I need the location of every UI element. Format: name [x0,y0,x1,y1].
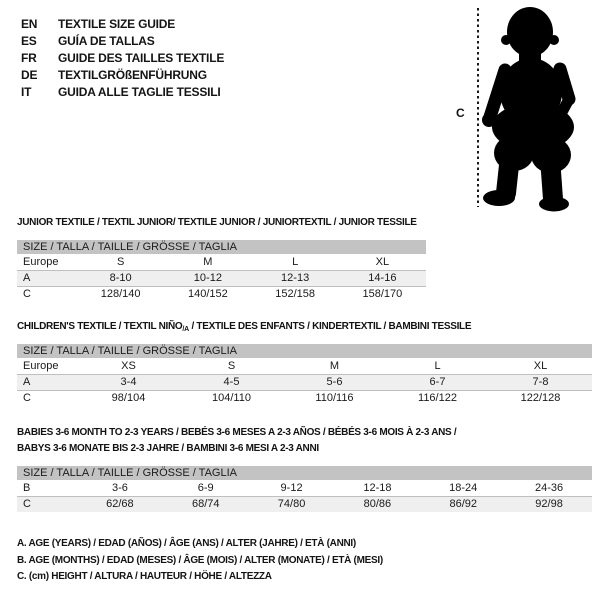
size-cell: XS [121,360,136,372]
babies-heading-line1: BABIES 3-6 MONTH TO 2-3 YEARS / BEBÉS 3-6 MESES A 2-3 AÑOS / BÉBÉS 3-6 MOIS À 2-3 ANS / [17,427,457,438]
note-height-cm: C. (cm) HEIGHT / ALTURA / HAUTEUR / HÖHE / ALTEZZA [17,571,272,582]
size-cell: 152/158 [252,286,339,302]
size-cell: M [203,256,213,268]
size-cell: 6-9 [197,482,214,494]
children-heading-text-cont: / TEXTILE DES ENFANTS / KINDERTEXTIL / BAMBINI TESSILE [189,321,472,332]
size-cell: 74/80 [249,496,335,512]
size-cell: 86/92 [420,496,506,512]
language-list [21,15,224,100]
row-label: C [17,286,77,302]
babies-size-table [17,466,592,512]
size-header-row [17,466,592,480]
size-header-bar: SIZE / TALLA / TAILLE / GRÖSSE / TAGLIA [17,240,426,254]
size-cell: 18-24 [449,482,478,494]
size-cell: 98/104 [77,390,180,406]
language-title: GUÍA DE TALLAS [58,33,155,48]
size-cell: 12-18 [363,482,392,494]
size-cell: XL [375,256,390,268]
size-cell: M [329,360,340,372]
toddler-silhouette-shapes [482,7,574,212]
size-cell: L [292,256,299,268]
table-row-height [17,286,426,302]
row-label: C [17,390,77,406]
babies-section-heading [17,425,456,457]
language-row-it [21,83,224,100]
size-cell: S [116,256,125,268]
size-header-bar: SIZE / TALLA / TAILLE / GRÖSSE / TAGLIA [17,344,592,358]
size-cell: 128/140 [77,286,164,302]
language-row-en [21,15,224,32]
size-cell: 104/110 [180,390,283,406]
language-row-es [21,32,224,49]
row-label: A [17,270,77,286]
size-cell: 92/98 [506,496,592,512]
children-heading-subscript: /A [182,326,189,333]
size-cell: 8-10 [77,270,164,286]
size-header-bar: SIZE / TALLA / TAILLE / GRÖSSE / TAGLIA [17,466,592,480]
size-cell: L [434,360,441,372]
language-row-de [21,66,224,83]
legend-notes [17,536,383,586]
language-code: ES [21,33,37,48]
table-row-months [17,480,592,496]
table-row-europe [17,358,592,374]
table-row-age [17,374,592,390]
note-age-months: B. AGE (MONTHS) / EDAD (MESES) / ÂGE (MOIS) / ALTER (MONATE) / ETÀ (MESI) [17,554,383,566]
size-cell: 110/116 [283,390,386,406]
size-cell: 62/68 [77,496,163,512]
language-title: TEXTILGRÖßENFÜHRUNG [58,67,207,82]
table-row-age [17,270,426,286]
size-cell: 116/122 [386,390,489,406]
junior-size-table [17,240,426,302]
size-cell: 14-16 [339,270,426,286]
size-cell: 140/152 [164,286,251,302]
size-header-row [17,240,426,254]
junior-section-heading: JUNIOR TEXTILE / TEXTIL JUNIOR/ TEXTILE JUNIOR / JUNIORTEXTIL / JUNIOR TESSILE [17,217,417,228]
children-size-table [17,344,592,406]
babies-heading-line2: BABYS 3-6 MONATE BIS 2-3 JAHRE / BAMBINI 3-6 MESI A 2-3 ANNI [17,443,319,454]
size-cell: 68/74 [163,496,249,512]
size-cell: 3-4 [77,374,180,390]
size-cell: 3-6 [111,482,128,494]
note-age-years: A. AGE (YEARS) / EDAD (AÑOS) / ÂGE (ANS) / ALTER (JAHRE) / ETÀ (ANNI) [17,538,356,549]
height-measure-dashed-line [477,8,479,207]
language-title: TEXTILE SIZE GUIDE [58,16,176,31]
size-cell: 80/86 [334,496,420,512]
size-cell: 6-7 [386,374,489,390]
size-header-row [17,344,592,358]
height-marker-label: C [456,106,465,120]
size-cell: 10-12 [164,270,251,286]
size-cell: S [227,360,236,372]
table-row-height [17,390,592,406]
size-cell: 24-36 [535,482,564,494]
size-cell: XL [533,360,548,372]
size-cell: 158/170 [339,286,426,302]
size-cell: 12-13 [252,270,339,286]
language-title: GUIDA ALLE TAGLIE TESSILI [58,84,221,99]
children-section-heading [17,321,471,336]
row-label: A [17,374,77,390]
table-row-europe [17,254,426,270]
language-code: DE [21,67,38,82]
row-label: Europe [23,360,59,372]
size-cell: 5-6 [283,374,386,390]
language-code: FR [21,50,37,65]
size-cell: 9-12 [280,482,303,494]
language-code: IT [21,84,32,99]
row-label: Europe [23,256,59,268]
size-cell: 4-5 [180,374,283,390]
size-cell: 122/128 [489,390,592,406]
row-label: B [23,482,31,494]
language-title: GUIDE DES TAILLES TEXTILE [58,50,225,65]
row-label: C [17,496,77,512]
language-code: EN [21,16,38,31]
size-cell: 7-8 [489,374,592,390]
children-heading-text: CHILDREN'S TEXTILE / TEXTIL NIÑO [17,321,183,332]
toddler-silhouette-icon [480,6,588,212]
table-row-height [17,496,592,512]
language-row-fr [21,49,224,66]
